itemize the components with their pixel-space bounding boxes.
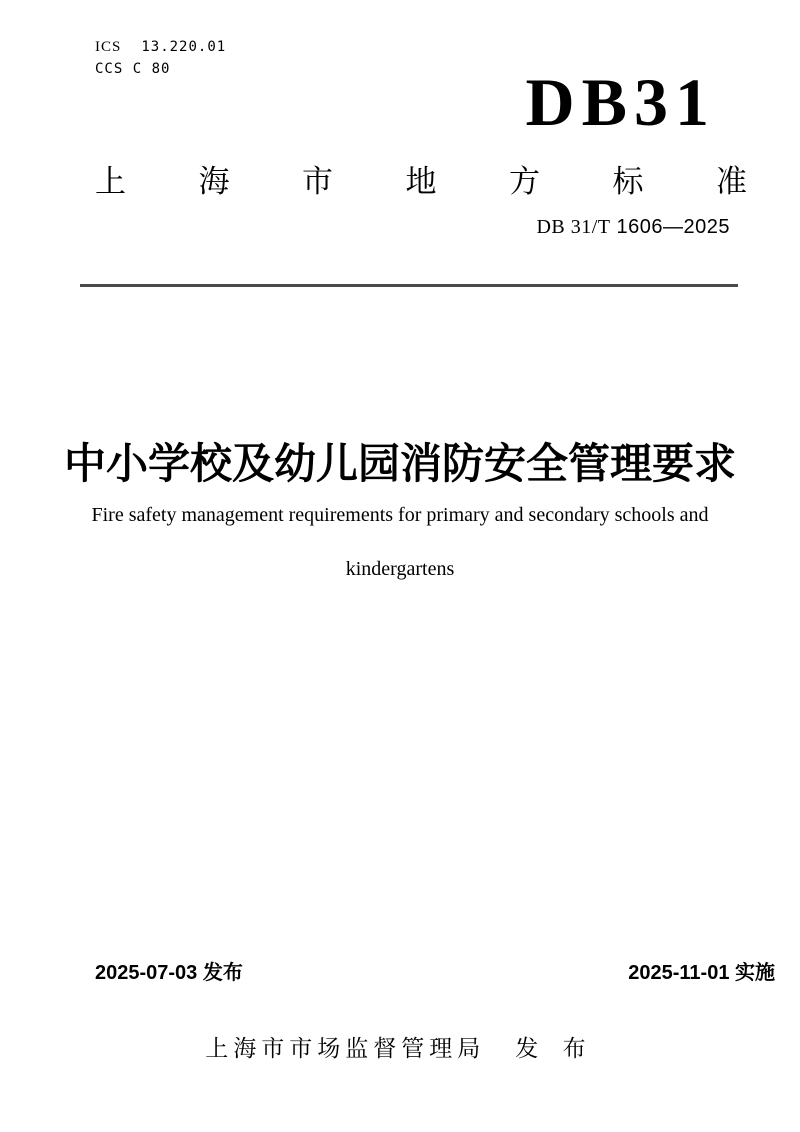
dates-row (95, 956, 775, 985)
issue-date: 2025-07-03 发布 (95, 962, 243, 984)
publish-label: 发 布 (515, 1035, 595, 1061)
db31-logo: DB31 (525, 64, 716, 140)
english-title-line1: Fire safety management requirements for primary and secondary schools and (91, 504, 709, 526)
document-title-chinese: 中小学校及幼儿园消防安全管理要求 (63, 440, 736, 487)
ics-code-line (95, 38, 226, 56)
publisher-name: 上海市市场监督管理局 (205, 1035, 486, 1061)
header-divider-line (80, 284, 738, 287)
standard-number-digits: 1606—2025 (616, 216, 730, 238)
ccs-code: CCS C 80 (95, 61, 171, 77)
standard-number-prefix: DB 31/T (536, 216, 611, 238)
ics-label: ICS (95, 39, 122, 55)
publisher-line (0, 1030, 800, 1063)
standard-number (536, 216, 730, 239)
document-title-english (0, 503, 800, 581)
english-title-line2: kindergartens (345, 558, 455, 580)
ics-value: 13.220.01 (141, 39, 227, 55)
implementation-date: 2025-11-01 实施 (628, 962, 775, 984)
standard-type-title: 上 海 市 地 方 标 准 (95, 164, 747, 199)
